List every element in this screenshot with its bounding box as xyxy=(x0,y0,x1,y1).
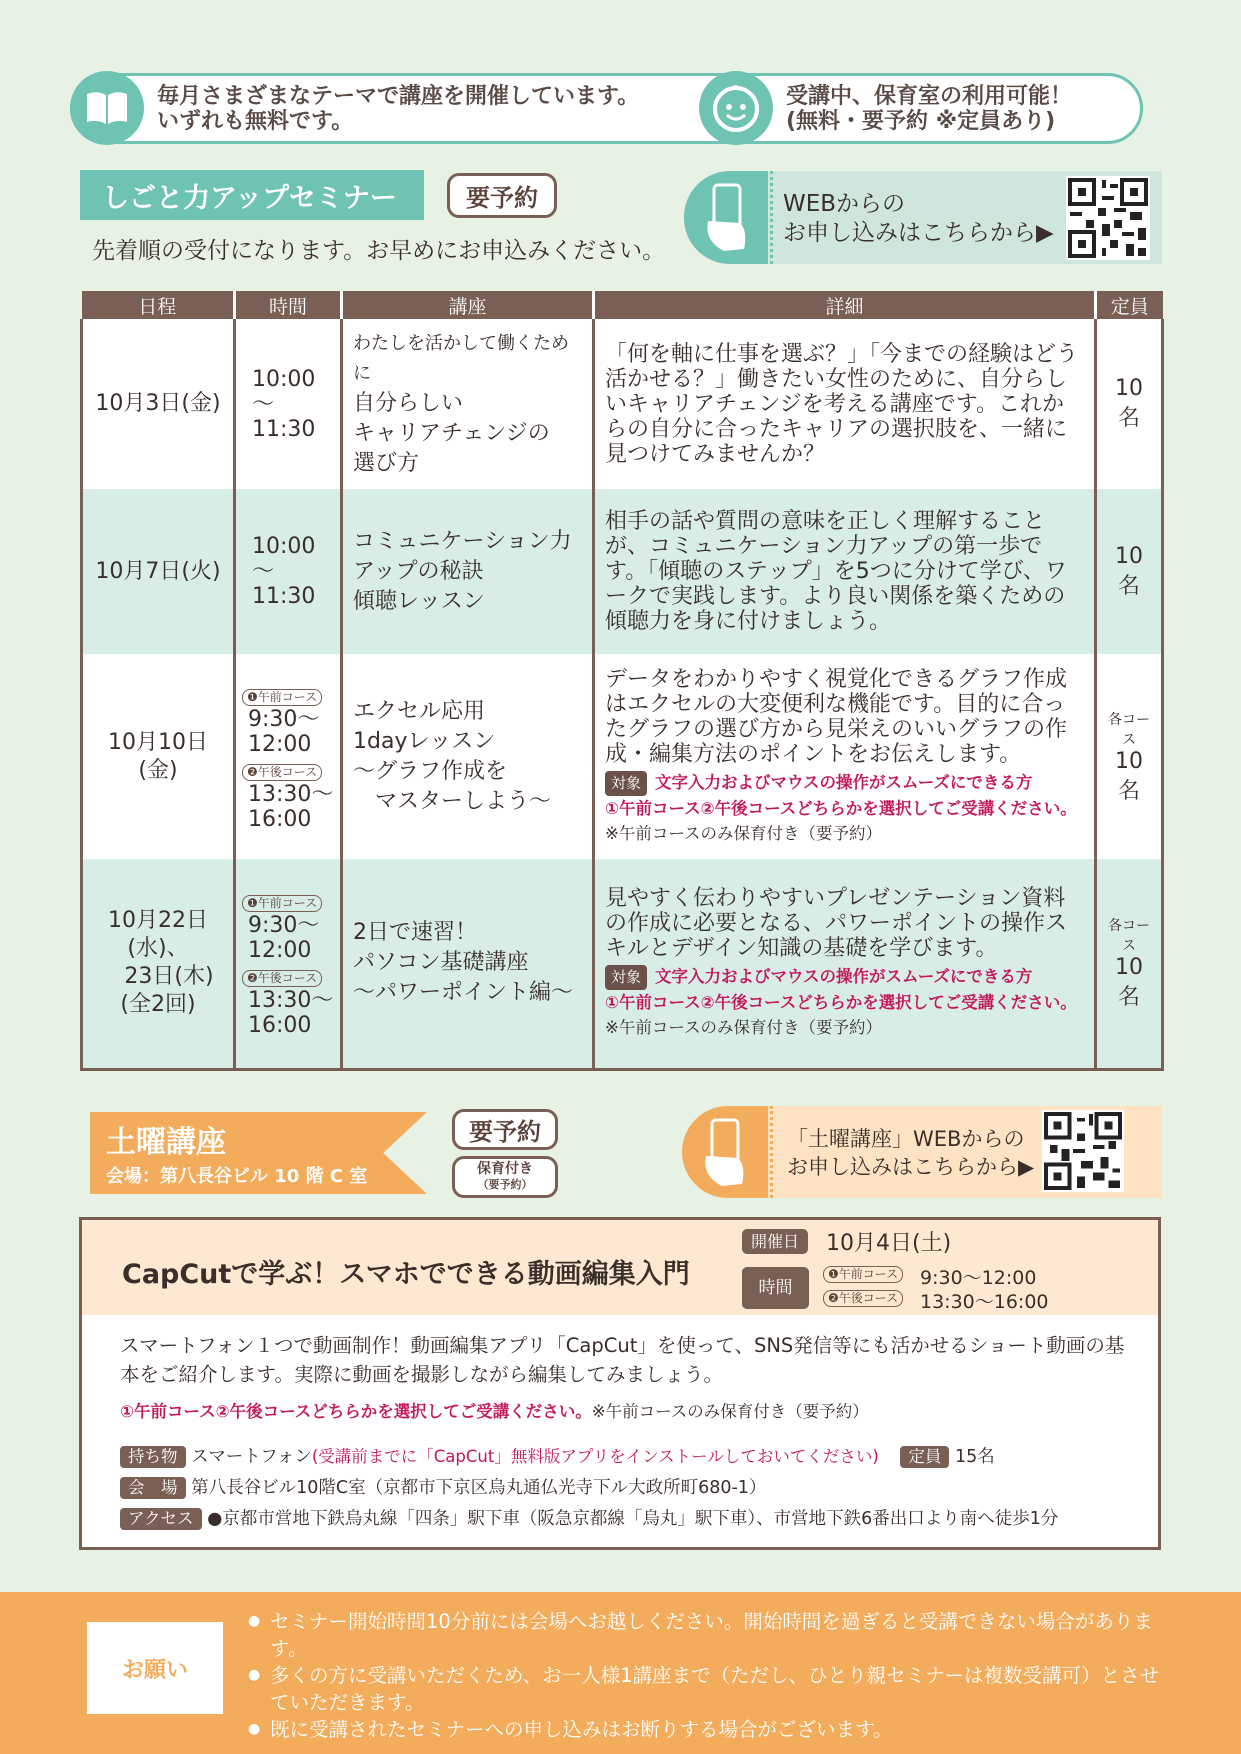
course-title: 2日で速習！ パソコン基礎講座 ～パワーポイント編～ xyxy=(342,859,594,1069)
divider xyxy=(770,1106,773,1198)
capcut-title: CapCutで学ぶ！スマホでできる動画編集入門 xyxy=(122,1259,690,1290)
access-row xyxy=(120,1505,1058,1530)
pm-course-tag: ❷午後コース xyxy=(823,1290,903,1307)
row-time: 10:00～ 11:30 xyxy=(252,534,316,609)
course-choose-note: ①午前コース②午後コースどちらかを選択してご受講ください。 xyxy=(605,993,1077,1013)
target-text: 文字入力およびマウスの操作がスムーズにできる方 xyxy=(655,773,1033,792)
table-row xyxy=(82,859,1163,1069)
table-header-row xyxy=(82,291,1163,319)
header-detail: 詳細 xyxy=(594,291,1096,319)
course-subtitle: わたしを活かして働くために xyxy=(353,333,569,384)
seminar-lead: 先着順の受付になります。お早めにお申込みください。 xyxy=(92,238,666,264)
web-apply-link[interactable]: WEBからの お申し込みはこちらから▶ xyxy=(783,191,1054,246)
childcare-note: ※午前コースのみ保育付き（要予約） xyxy=(605,1018,883,1038)
book-icon xyxy=(70,71,144,145)
childcare-note: ※午前コースのみ保育付き（要予約） xyxy=(605,824,883,843)
time-label: 時間 xyxy=(742,1267,809,1309)
access-label: アクセス xyxy=(120,1508,202,1530)
row-date: 10月7日(火) xyxy=(82,489,235,654)
row-time-pm: 13:30～ 16:00 xyxy=(248,781,334,832)
capcut-capacity: 15名 xyxy=(954,1447,995,1467)
target-text: 文字入力およびマウスの操作がスムーズにできる方 xyxy=(655,967,1033,987)
childcare-note: ※午前コースのみ保育付き（要予約） xyxy=(591,1402,869,1421)
course-title: コミュニケーション力 アップの秘訣 傾聴レッスン xyxy=(342,489,594,654)
notice-item: ● 多くの方に受講いただくため、お一人様1講座まで（ただし、ひとり親セミナーは複数受講可）とさせていただきます。 xyxy=(248,1662,1168,1716)
course-detail: 相手の話や質問の意味を正しく理解することが、コミュニケーション力アップの第一歩です。「傾聴のステップ」を5つに分けて学び、ワークで実践します。より良い関係を築くための傾聴力を身に付けましょう。 xyxy=(594,489,1096,654)
smartphone-hand-icon xyxy=(684,171,768,264)
smartphone-hand-icon xyxy=(682,1106,768,1198)
items-label: 持ち物 xyxy=(120,1446,186,1468)
header-date: 日程 xyxy=(82,291,235,319)
reservation-badge: 要予約 xyxy=(447,173,557,218)
pm-course-tag: ❷午後コース xyxy=(242,764,322,781)
items-note: (受講前までに「CapCut」無料版アプリをインストールしておいてください) xyxy=(311,1447,879,1466)
divider xyxy=(770,171,773,264)
saturday-title: 土曜講座 xyxy=(106,1125,226,1160)
course-detail: 見やすく伝わりやすいプレゼンテーション資料の作成に必要となる、パワーポイントの操作スキルとデザイン知識の基礎を学びます。 xyxy=(605,886,1068,962)
capacity-prefix: 各コース xyxy=(1108,918,1150,955)
row-date: 10月22日(水)、 23日(木) (全2回) xyxy=(82,859,235,1069)
course-capacity: 10名 xyxy=(1115,955,1143,1011)
capacity-label: 定員 xyxy=(900,1446,949,1468)
capcut-date: 10月4日(土) xyxy=(826,1231,952,1256)
row-time-pm: 13:30～ 16:00 xyxy=(248,988,334,1039)
reservation-badge: 要予約 xyxy=(452,1109,558,1150)
qr-code[interactable] xyxy=(1042,1110,1124,1192)
items-row xyxy=(120,1443,995,1468)
pm-course-tag: ❷午後コース xyxy=(242,970,322,987)
venue-label: 会 場 xyxy=(120,1477,186,1499)
row-date: 10月3日(金) xyxy=(82,319,235,489)
target-label: 対象 xyxy=(605,771,647,796)
venue-text: 第八長谷ビル10階C室（京都市下京区烏丸通仏光寺下ル大政所町680-1） xyxy=(191,1478,767,1498)
items-text: スマートフォン xyxy=(191,1447,312,1467)
course-capacity: 10名 xyxy=(1096,319,1163,489)
notice-label: お願い xyxy=(87,1622,223,1714)
table-row xyxy=(82,489,1163,654)
course-choose-note: ①午前コース②午後コースどちらかを選択してご受講ください。 xyxy=(605,799,1077,818)
course-capacity: 10名 xyxy=(1096,489,1163,654)
am-time: 9:30～12:00 xyxy=(920,1267,1037,1289)
am-course-tag: ❶午前コース xyxy=(242,689,322,706)
course-title: 自分らしい キャリアチェンジの 選び方 xyxy=(353,391,550,476)
baby-face-icon xyxy=(699,71,773,145)
pm-time: 13:30～16:00 xyxy=(920,1291,1049,1313)
row-date: 10月10日(金) xyxy=(82,654,235,859)
notice-list xyxy=(248,1608,1168,1743)
date-label: 開催日 xyxy=(742,1229,808,1254)
saturday-web-apply-link[interactable]: 「土曜講座」WEBからの お申し込みはこちらから▶ xyxy=(787,1127,1035,1179)
course-choose-note: ①午前コース②午後コースどちらかを選択してご受講ください。 xyxy=(120,1402,592,1421)
course-detail: データをわかりやすく視覚化できるグラフ作成はエクセルの大変便利な機能です。目的に合ったグラフの選び方から見栄えのいいグラフの作成・編集方法のポイントをお伝えします。 xyxy=(605,667,1068,767)
notice-item: ● セミナー開始時間10分前には会場へお越しください。開始時間を過ぎると受講できない場合があります。 xyxy=(248,1608,1168,1662)
notice-item: ● 既に受講されたセミナーへの申し込みはお断りする場合がございます。 xyxy=(248,1716,1168,1743)
row-time-am: 9:30～ 12:00 xyxy=(248,706,320,757)
saturday-venue: 会場：第八長谷ビル 10 階 C 室 xyxy=(106,1166,368,1187)
venue-row xyxy=(120,1474,766,1499)
childcare-badge xyxy=(452,1156,558,1198)
table-row xyxy=(82,654,1163,859)
header-course: 講座 xyxy=(342,291,594,319)
childcare-text: 受講中、保育室の利用可能！ (無料・要予約 ※定員あり) xyxy=(786,84,1073,134)
childcare-label: 保育付き xyxy=(477,1161,533,1177)
childcare-sub: （要予約） xyxy=(477,1178,533,1191)
course-capacity: 10名 xyxy=(1115,748,1143,804)
row-time-am: 9:30～ 12:00 xyxy=(248,913,320,964)
header-capacity: 定員 xyxy=(1096,291,1163,319)
table-row xyxy=(82,319,1163,489)
qr-code[interactable] xyxy=(1066,176,1150,260)
seminar-title: しごと力アップセミナー xyxy=(80,170,424,220)
course-detail: 「何を軸に仕事を選ぶ？」「今までの経験はどう活かせる？」働きたい女性のために、自分らしいキャリアチェンジを考える講座です。これからの自分に合ったキャリアの選択肢を、一緒に見つけてみませんか？ xyxy=(594,319,1096,489)
am-course-tag: ❶午前コース xyxy=(823,1266,903,1283)
access-text: ●京都市営地下鉄烏丸線「四条」駅下車（阪急京都線「烏丸」駅下車）、市営地下鉄6番出口より南へ徒歩1分 xyxy=(207,1509,1059,1529)
capcut-description: スマートフォン１つで動画制作！動画編集アプリ「CapCut」を使って、SNS発信等にも活かせるショート動画の基本をご紹介します。実際に動画を撮影しながら編集してみましょう。 xyxy=(120,1334,1125,1386)
capacity-prefix: 各コース xyxy=(1108,711,1150,748)
am-course-tag: ❶午前コース xyxy=(242,895,322,912)
row-time: 10:00～ 11:30 xyxy=(252,366,316,442)
header-time: 時間 xyxy=(235,291,342,319)
target-label: 対象 xyxy=(605,965,647,990)
course-title: エクセル応用 1dayレッスン ～グラフ作成を マスターしよう～ xyxy=(342,654,594,859)
intro-text: 毎月さまざまなテーマで講座を開催しています。 いずれも無料です。 xyxy=(157,84,640,134)
seminar-schedule-table xyxy=(80,291,1164,1071)
